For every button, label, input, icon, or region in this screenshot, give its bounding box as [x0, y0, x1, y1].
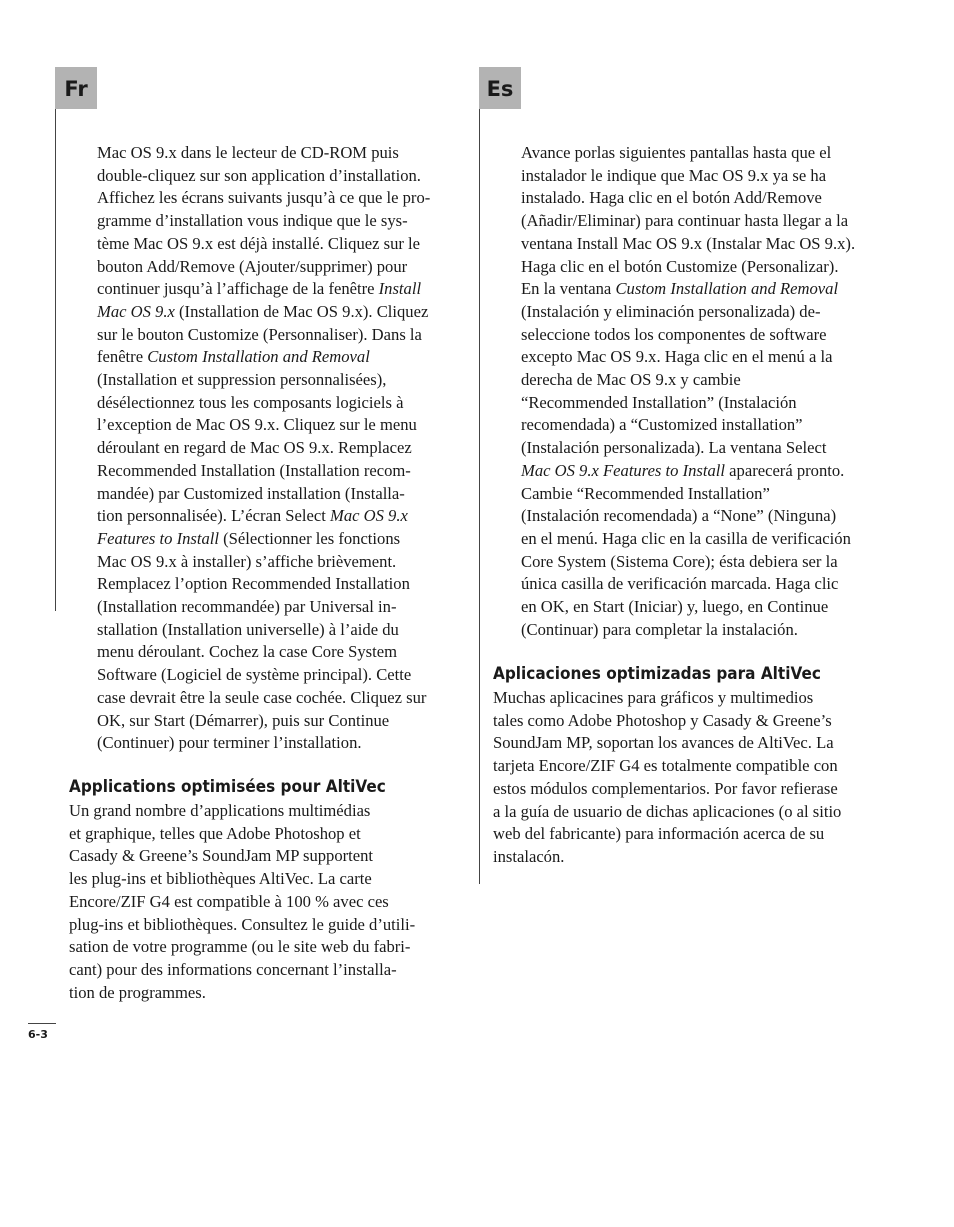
text-line: (Continuer) pour terminer l’installation. [97, 733, 362, 753]
text-line: mandée) par Customized installation (Installa- [97, 483, 405, 503]
text-line: Casady & Greene’s SoundJam MP supportent [69, 846, 374, 866]
text-line: sur le bouton Customize (Personnaliser). Dans la [97, 324, 422, 344]
text-line: tales como Adobe Photoshop y Casady & Greene’s [493, 710, 832, 730]
language-tab-es: Es [479, 67, 521, 109]
text-line: Encore/ZIF G4 est compatible à 100 % avec ces [69, 891, 389, 911]
text-line: Mac OS 9.x à installer) s’affiche brièvement. [97, 551, 397, 571]
text-line: tème Mac OS 9.x est déjà installé. Cliquez sur le [97, 233, 421, 253]
text-line: Core System (Sistema Core); ésta debiera ser la [521, 551, 838, 571]
fr-body [97, 142, 430, 755]
text-line: l’exception de Mac OS 9.x. Cliquez sur le menu [97, 415, 417, 435]
text-line: bouton Add/Remove (Ajouter/supprimer) pour [97, 256, 408, 276]
text-line: Avance porlas siguientes pantallas hasta que el [521, 143, 832, 162]
text-line: a la guía de usuario de dichas aplicaciones (o al sitio [493, 801, 842, 821]
text-line: Mac OS 9.x Features to Install aparecerá pronto. [521, 460, 845, 480]
text-line: web del fabricante) para información acerca de su [493, 824, 825, 844]
fr-section-heading: Applications optimisées pour AltiVec [69, 777, 386, 797]
text-line: ventana Install Mac OS 9.x (Instalar Mac OS 9.x). [521, 233, 856, 253]
text-line: instalacón. [493, 846, 565, 866]
text-line: désélectionnez tous les composants logiciels à [97, 392, 404, 412]
text-line: derecha de Mac OS 9.x y cambie [521, 370, 741, 390]
text-line: En la ventana Custom Installation and Removal [521, 279, 839, 299]
text-line: (Instalación y eliminación personalizada) de- [521, 301, 821, 321]
text-line: sation de votre programme (ou le site web du fabri- [69, 937, 411, 957]
text-line: Haga clic en el botón Customize (Personalizar). [521, 256, 839, 276]
text-line: fenêtre Custom Installation and Removal [97, 347, 370, 367]
text-line: Mac OS 9.x dans le lecteur de CD-ROM puis [97, 143, 399, 162]
text-line: (Installation et suppression personnalisées), [97, 370, 387, 390]
text-line: (Instalación personalizada). La ventana Select [521, 438, 827, 458]
text-line: estos módulos complementarios. Por favor refierase [493, 778, 838, 798]
text-line: (Continuar) para completar la instalación. [521, 619, 798, 639]
text-line: Muchas aplicacines para gráficos y multimedios [493, 688, 814, 707]
column-rule-fr [55, 109, 56, 611]
text-line: (Instalación recomendada) a “None” (Ninguna) [521, 506, 837, 526]
text-line: Software (Logiciel de système principal). Cette [97, 665, 412, 685]
text-line: double-cliquez sur son application d’installation. [97, 165, 421, 185]
text-line: menu déroulant. Cochez la case Core System [97, 642, 397, 662]
text-line: gramme d’installation vous indique que le sys- [97, 211, 408, 231]
es-section-heading: Aplicaciones optimizadas para AltiVec [493, 664, 821, 684]
es-section-body [493, 687, 841, 869]
text-line: recomendada) a “Customized installation” [521, 415, 803, 435]
text-line: en el menú. Haga clic en la casilla de verificación [521, 528, 851, 548]
text-line: (Installation recommandée) par Universal in- [97, 597, 397, 617]
text-line: en OK, en Start (Iniciar) y, luego, en Continue [521, 597, 829, 617]
text-line: instalador le indique que Mac OS 9.x ya se ha [521, 165, 827, 185]
text-line: continuer jusqu’à l’affichage de la fenêtre Install [97, 279, 422, 299]
text-line: plug-ins et bibliothèques. Consultez le guide d’utili- [69, 914, 416, 934]
text-line: seleccione todos los componentes de software [521, 324, 827, 344]
text-line: cant) pour des informations concernant l’installa- [69, 959, 397, 979]
es-body [521, 142, 855, 641]
text-line: case devrait être la seule case cochée. Cliquez sur [97, 687, 427, 707]
text-line: tion personnalisée). L’écran Select Mac OS 9.x [97, 506, 408, 526]
text-line: instalado. Haga clic en el botón Add/Remove [521, 188, 822, 208]
text-line: les plug-ins et bibliothèques AltiVec. La carte [69, 869, 372, 889]
text-line: tion de programmes. [69, 982, 206, 1002]
text-line: stallation (Installation universelle) à l’aide du [97, 619, 399, 639]
text-line: SoundJam MP, soportan los avances de AltiVec. La [493, 733, 834, 753]
text-line: déroulant en regard de Mac OS 9.x. Remplacez [97, 438, 412, 458]
page-number: 6-3 [28, 1028, 48, 1041]
text-line: Remplacez l’option Recommended Installation [97, 574, 410, 594]
column-rule-es [479, 109, 480, 884]
text-line: Recommended Installation (Installation recom- [97, 460, 411, 480]
text-line: Features to Install (Sélectionner les fonctions [97, 528, 401, 548]
page-number-rule [28, 1023, 56, 1024]
fr-section-body [69, 800, 415, 1004]
language-tab-fr: Fr [55, 67, 97, 109]
text-line: única casilla de verificación marcada. Haga clic [521, 574, 839, 594]
text-line: “Recommended Installation” (Instalación [521, 392, 797, 412]
text-line: Affichez les écrans suivants jusqu’à ce que le pro- [97, 188, 431, 208]
text-line: Un grand nombre d’applications multimédias [69, 801, 371, 820]
text-line: et graphique, telles que Adobe Photoshop et [69, 823, 361, 843]
text-line: excepto Mac OS 9.x. Haga clic en el menú a la [521, 347, 833, 367]
text-line: (Añadir/Eliminar) para continuar hasta llegar a la [521, 211, 849, 231]
text-line: Mac OS 9.x (Installation de Mac OS 9.x). Cliquez [97, 301, 429, 321]
text-line: Cambie “Recommended Installation” [521, 483, 770, 503]
text-line: OK, sur Start (Démarrer), puis sur Continue [97, 710, 390, 730]
text-line: tarjeta Encore/ZIF G4 es totalmente compatible con [493, 756, 838, 776]
